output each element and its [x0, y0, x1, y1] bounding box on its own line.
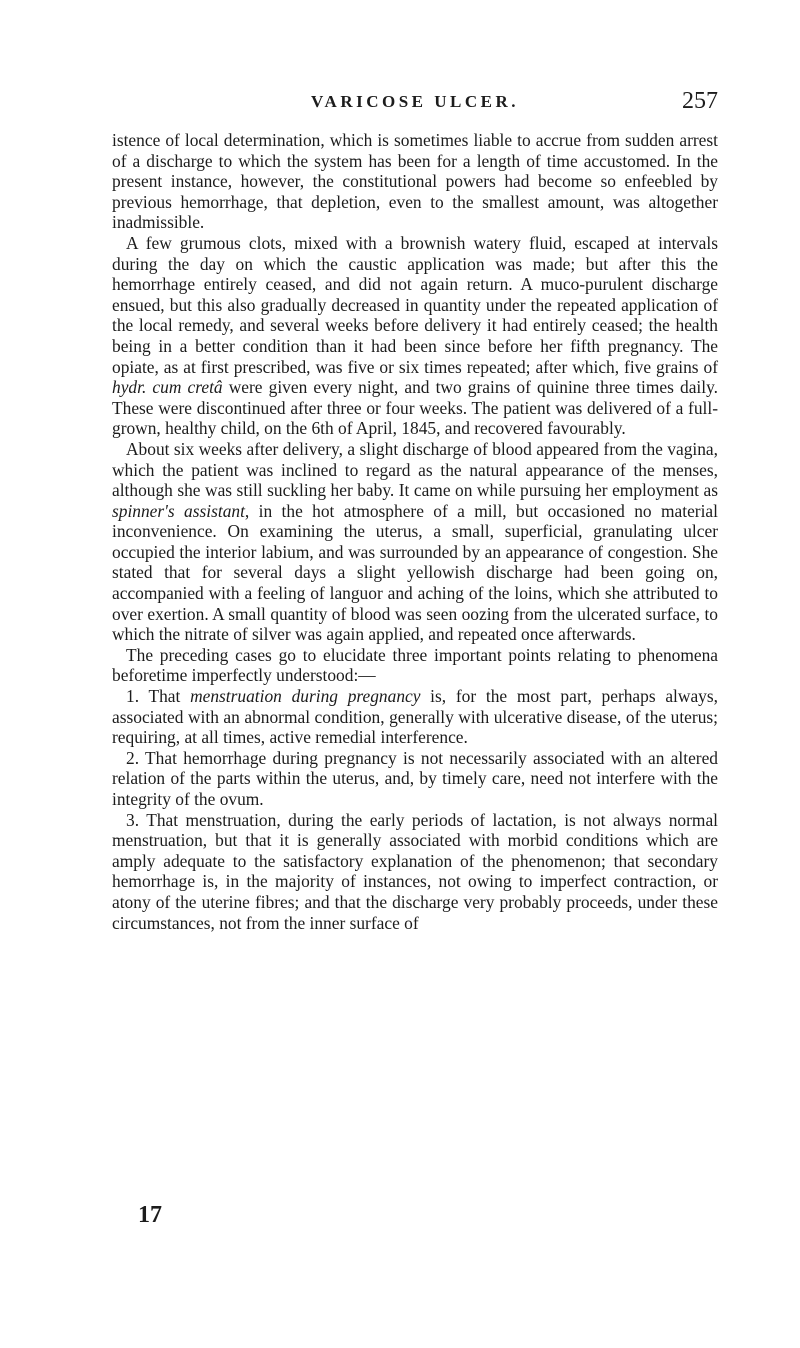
- running-title: VARICOSE ULCER.: [310, 92, 520, 111]
- text-run: A few grumous clots, mixed with a brownish watery fluid, escaped at intervals during the day on which the caustic application was made; but after this the hemorrhage entirely ceased, and did not again return. A muco-purulent discharge ensued, but this also gradually decreased in quantity under the repeated application of the local remedy, and several weeks before delivery it had entirely ceased; the health being in a better condition than it had been since before her fifth pregnancy. The opiate, as at first prescribed, was five or six times repeated; after which, five grains of: [112, 232, 718, 377]
- paragraph: [112, 810, 718, 934]
- text-run: About six weeks after delivery, a slight discharge of blood appeared from the vagina, which the patient was inclined to regard as the natural appearance of the menses, although she was still suckling her baby. It came on while pursuing her employment as: [112, 438, 718, 501]
- paragraph: [112, 748, 718, 810]
- italic-text: menstruation during pregnancy: [190, 686, 421, 707]
- running-head: [112, 88, 718, 118]
- text-run: , in the hot atmosphere of a mill, but occasioned no material inconvenience. On examining the uterus, a small, superficial, granulating ulcer occupied the interior labium, and was surrounded by an appearance of congestion. She stated that for several days a slight yellowish discharge had been going on, accompanied with a feeling of languor and aching of the loins, which she attributed to over exertion. A small quantity of blood was seen oozing from the ulcerated surface, to which the nitrate of silver was again applied, and repeated once afterwards.: [112, 500, 718, 645]
- text-run: istence of local determination, which is sometimes liable to accrue from sudden arrest of a discharge to which the system has been for a length of time accustomed. In the present instance, however, the constitutional powers had become so enfeebled by previous hemorrhage, that depletion, even to the smallest amount, was altogether inadmissible.: [112, 130, 718, 233]
- page-number: 257: [682, 88, 718, 114]
- text-run: is, for the most part, perhaps always, associated with an abnormal condition, generally with ulcerative disease, of the uterus; requiring, at all times, active remedial interference.: [112, 686, 718, 748]
- paragraph: [112, 439, 718, 645]
- body-text: [112, 130, 718, 933]
- paragraph: [112, 233, 718, 439]
- text-run: 2. That hemorrhage during pregnancy is not necessarily associated with an altered relation of the parts within the uterus, and, by timely care, need not interfere with the integrity of the ovum.: [112, 747, 718, 809]
- italic-text: spinner's assistant: [112, 500, 245, 521]
- text-run: were given every night, and two grains of quinine three times daily. These were discontinued after three or four weeks. The patient was delivered of a full-grown, healthy child, on the 6th of April, 1845, and recovered favourably.: [112, 377, 718, 439]
- signature-mark: 17: [138, 1202, 162, 1228]
- paragraph: [112, 686, 718, 748]
- text-run: 1. That: [126, 686, 191, 707]
- italic-text: hydr. cum cretâ: [112, 377, 223, 398]
- paragraph: [112, 645, 718, 686]
- paragraph: [112, 130, 718, 233]
- text-run: The preceding cases go to elucidate three important points relating to phenomena beforetime imperfectly understood:—: [112, 644, 718, 686]
- text-run: 3. That menstruation, during the early periods of lactation, is not always normal menstruation, but that it is generally associated with morbid conditions which are amply adequate to the satisfactory explanation of the phenomenon; that secondary hemorrhage is, in the majority of instances, not owing to imperfect contraction, or atony of the uterine fibres; and that the discharge very probably proceeds, under these circumstances, not from the inner surface of: [112, 809, 718, 933]
